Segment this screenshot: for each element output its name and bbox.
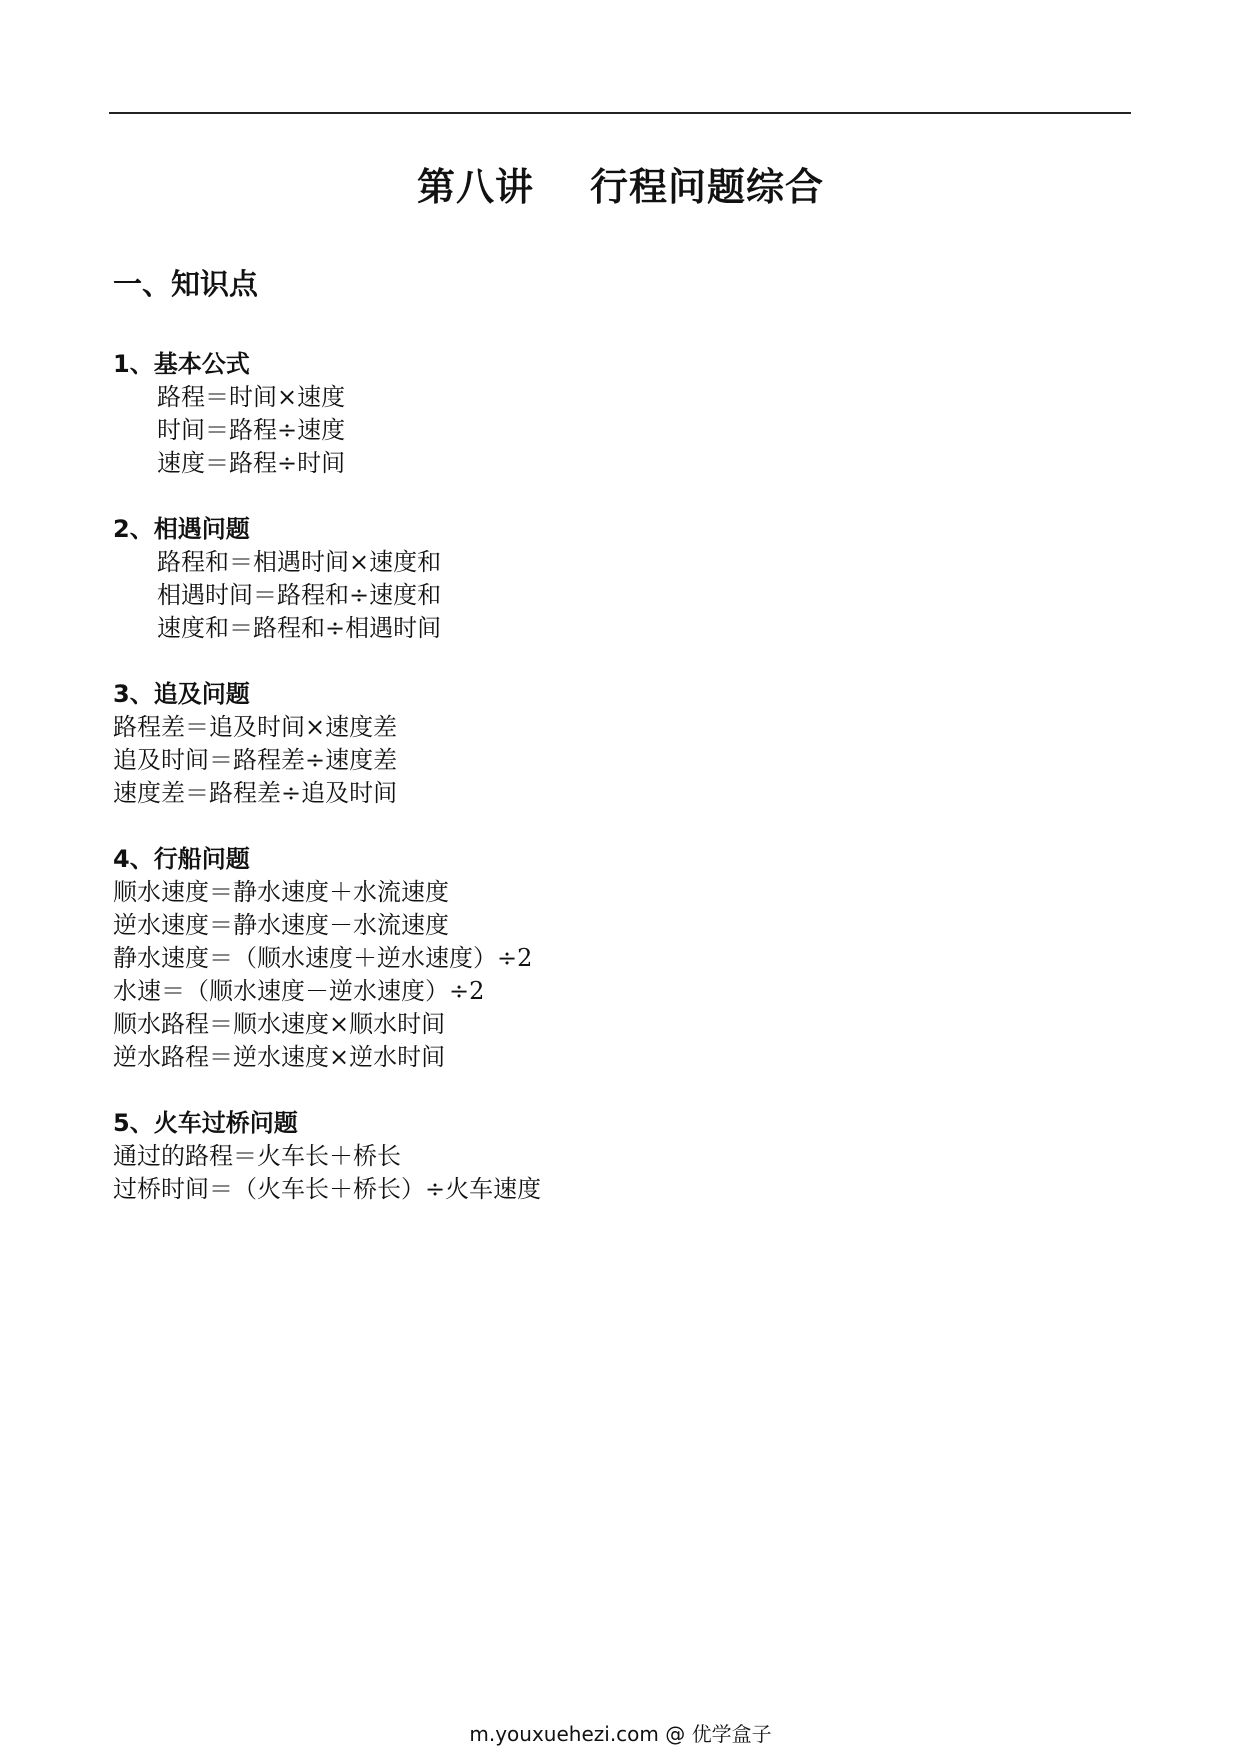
- topic-train-bridge-problems: [113, 1107, 1113, 1206]
- lecture-number: 第八讲: [416, 165, 534, 209]
- formula-line: 相遇时间＝路程和÷速度和: [157, 581, 442, 609]
- topic-title: 4、行船问题: [113, 845, 250, 873]
- formula-line: 速度差＝路程差÷追及时间: [113, 779, 398, 807]
- topic-chase-problems: [113, 678, 1113, 810]
- lecture-topic: 行程问题综合: [590, 165, 825, 209]
- header-rule: [109, 112, 1131, 114]
- topic-title: 1、基本公式: [113, 350, 250, 378]
- topic-title: 3、追及问题: [113, 680, 250, 708]
- footer-watermark: m.youxuehezi.com @ 优学盒子: [469, 1722, 772, 1746]
- formula-line: 速度＝路程÷时间: [157, 449, 346, 477]
- page-title: [0, 156, 1241, 211]
- topic-basic-formulas: [113, 348, 1113, 480]
- topic-meeting-problems: [113, 513, 1113, 645]
- formula-line: 追及时间＝路程差÷速度差: [113, 746, 398, 774]
- formula-line: 静水速度＝（顺水速度＋逆水速度）÷2: [113, 944, 533, 972]
- formula-line: 路程和＝相遇时间×速度和: [157, 548, 442, 576]
- formula-line: 逆水速度＝静水速度－水流速度: [113, 911, 449, 939]
- formula-line: 速度和＝路程和÷相遇时间: [157, 614, 442, 642]
- formula-line: 过桥时间＝（火车长＋桥长）÷火车速度: [113, 1175, 542, 1203]
- formula-line: 路程差＝追及时间×速度差: [113, 713, 398, 741]
- topic-boat-problems: [113, 843, 1113, 1074]
- formula-line: 逆水路程＝逆水速度×逆水时间: [113, 1043, 446, 1071]
- formula-line: 顺水路程＝顺水速度×顺水时间: [113, 1010, 446, 1038]
- formula-line: 顺水速度＝静水速度＋水流速度: [113, 878, 449, 906]
- formula-line: 水速＝（顺水速度－逆水速度）÷2: [113, 977, 485, 1005]
- formula-line: 路程＝时间×速度: [157, 383, 346, 411]
- knowledge-points: [113, 348, 1113, 1239]
- formula-line: 时间＝路程÷速度: [157, 416, 346, 444]
- formula-line: 通过的路程＝火车长＋桥长: [113, 1142, 401, 1170]
- topic-title: 2、相遇问题: [113, 515, 250, 543]
- topic-title: 5、火车过桥问题: [113, 1109, 298, 1137]
- section-heading: 一、知识点: [113, 267, 259, 301]
